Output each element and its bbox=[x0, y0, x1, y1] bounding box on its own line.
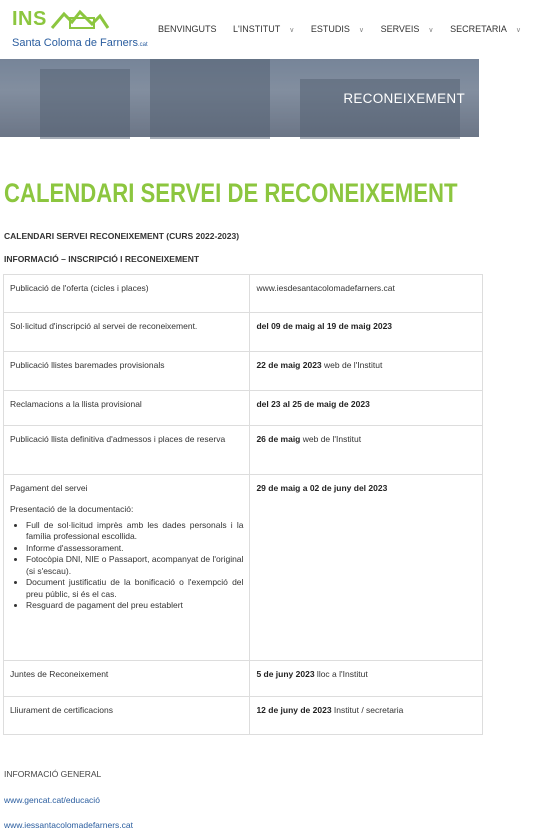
cell-bold-text: 29 de maig a 02 de juny del 2023 bbox=[256, 483, 388, 493]
table-cell-value bbox=[250, 275, 483, 313]
logo-graphic-icon bbox=[50, 8, 110, 30]
table-cell-label: Publicació llistes baremades provisionals bbox=[4, 352, 250, 391]
cell-bold-text: 22 de maig 2023 bbox=[256, 360, 322, 370]
payment-label: Pagament del servei bbox=[10, 483, 88, 493]
nav-item-institut[interactable] bbox=[233, 24, 301, 34]
cell-text: Institut / secretaria bbox=[331, 705, 404, 715]
gencat-link[interactable]: www.gencat.cat/educació bbox=[4, 795, 100, 805]
list-item: • Full de sol·licitud imprès amb les dades personals i la família professional escollida. bbox=[26, 520, 243, 543]
cell-bold-text: del 23 al 25 de maig de 2023 bbox=[256, 399, 370, 409]
nav-label: ESTUDIS bbox=[310, 24, 350, 34]
main-nav bbox=[158, 24, 535, 34]
table-cell-label: Publicació llista definitiva d'admessos i places de reserva bbox=[4, 426, 250, 475]
chevron-down-icon: ∨ bbox=[289, 27, 295, 34]
table-cell-label: Sol·licitud d'inscripció al servei de reconeixement. bbox=[4, 313, 250, 352]
table-cell-value bbox=[250, 391, 483, 426]
logo-ins-text: INS bbox=[12, 8, 47, 30]
nav-item-serveis[interactable] bbox=[381, 24, 441, 34]
table-row bbox=[4, 313, 483, 352]
documentation-list bbox=[10, 520, 243, 612]
cell-bold-text: 5 de juny 2023 bbox=[256, 669, 315, 679]
table-cell-value bbox=[250, 661, 483, 697]
list-item: • Document justificatiu de la bonificació o l'exempció del preu públic, si és el cas. bbox=[26, 577, 243, 600]
table-cell-value bbox=[250, 475, 483, 661]
table-cell-value bbox=[250, 426, 483, 475]
nav-label: BENVINGUTS bbox=[158, 24, 217, 34]
table-cell-label: Publicació de l'oferta (cicles i places) bbox=[4, 275, 250, 313]
calendar-table bbox=[3, 274, 483, 735]
table-cell-label: Lliurament de certificacions bbox=[4, 697, 250, 735]
logo-subtitle: Santa Coloma de Farners bbox=[12, 37, 138, 49]
table-row bbox=[4, 391, 483, 426]
cell-text: lloc a l'Institut bbox=[314, 669, 368, 679]
documentation-heading: Presentació de la documentació: bbox=[10, 504, 134, 515]
cell-bold-text: del 09 de maig al 19 de maig 2023 bbox=[256, 321, 393, 331]
school-website-link[interactable]: www.iessantacolomadefarners.cat bbox=[4, 820, 133, 830]
school-logo[interactable] bbox=[6, 6, 156, 50]
list-item: • Informe d'assessorament. bbox=[26, 543, 243, 554]
nav-label: SERVEIS bbox=[380, 24, 420, 34]
cell-text: www.iesdesantacolomadefarners.cat bbox=[256, 283, 395, 293]
section-subtitle: INFORMACIÓ – INSCRIPCIÓ I RECONEIXEMENT bbox=[4, 254, 200, 264]
table-cell-label bbox=[4, 475, 250, 661]
nav-item-benvinguts[interactable] bbox=[158, 24, 224, 34]
nav-label: L'INSTITUT bbox=[233, 24, 281, 34]
chevron-down-icon: ∨ bbox=[358, 27, 365, 34]
site-header bbox=[0, 0, 522, 60]
table-cell-label: Reclamacions a la llista provisional bbox=[4, 391, 250, 426]
table-row bbox=[4, 275, 483, 313]
nav-item-secretaria[interactable] bbox=[450, 24, 528, 34]
general-info-heading: INFORMACIÓ GENERAL bbox=[4, 769, 102, 779]
list-item: • Resguard de pagament del preu establert bbox=[26, 600, 243, 611]
table-row bbox=[4, 661, 483, 697]
chevron-down-icon: ∨ bbox=[428, 27, 434, 34]
cell-text: web de l'Institut bbox=[321, 360, 383, 370]
calendar-subtitle: CALENDARI SERVEI RECONEIXEMENT (CURS 2022-2023) bbox=[4, 231, 240, 241]
banner-title: RECONEIXEMENT bbox=[343, 91, 465, 106]
nav-label: SECRETARIA bbox=[450, 24, 507, 34]
list-item: • Fotocòpia DNI, NIE o Passaport, acompanyat de l'original (si s'escau). bbox=[26, 554, 243, 577]
table-row bbox=[4, 697, 483, 735]
cell-text: web de l'Institut bbox=[300, 434, 362, 444]
table-row bbox=[4, 352, 483, 391]
chevron-down-icon: ∨ bbox=[515, 27, 522, 34]
cell-bold-text: 12 de juny de 2023 bbox=[256, 705, 332, 715]
table-cell-value bbox=[250, 697, 483, 735]
table-cell-value bbox=[250, 352, 483, 391]
table-cell-label: Juntes de Reconeixement bbox=[4, 661, 250, 697]
nav-item-estudis[interactable] bbox=[311, 24, 371, 34]
table-row bbox=[4, 475, 483, 661]
table-cell-value bbox=[250, 313, 483, 352]
page-banner bbox=[0, 59, 479, 137]
logo-tld: .cat bbox=[137, 42, 148, 48]
table-row bbox=[4, 426, 483, 475]
page-title: CALENDARI SERVEI DE RECONEIXEMENT bbox=[4, 178, 458, 208]
cell-bold-text: 26 de maig bbox=[256, 434, 301, 444]
